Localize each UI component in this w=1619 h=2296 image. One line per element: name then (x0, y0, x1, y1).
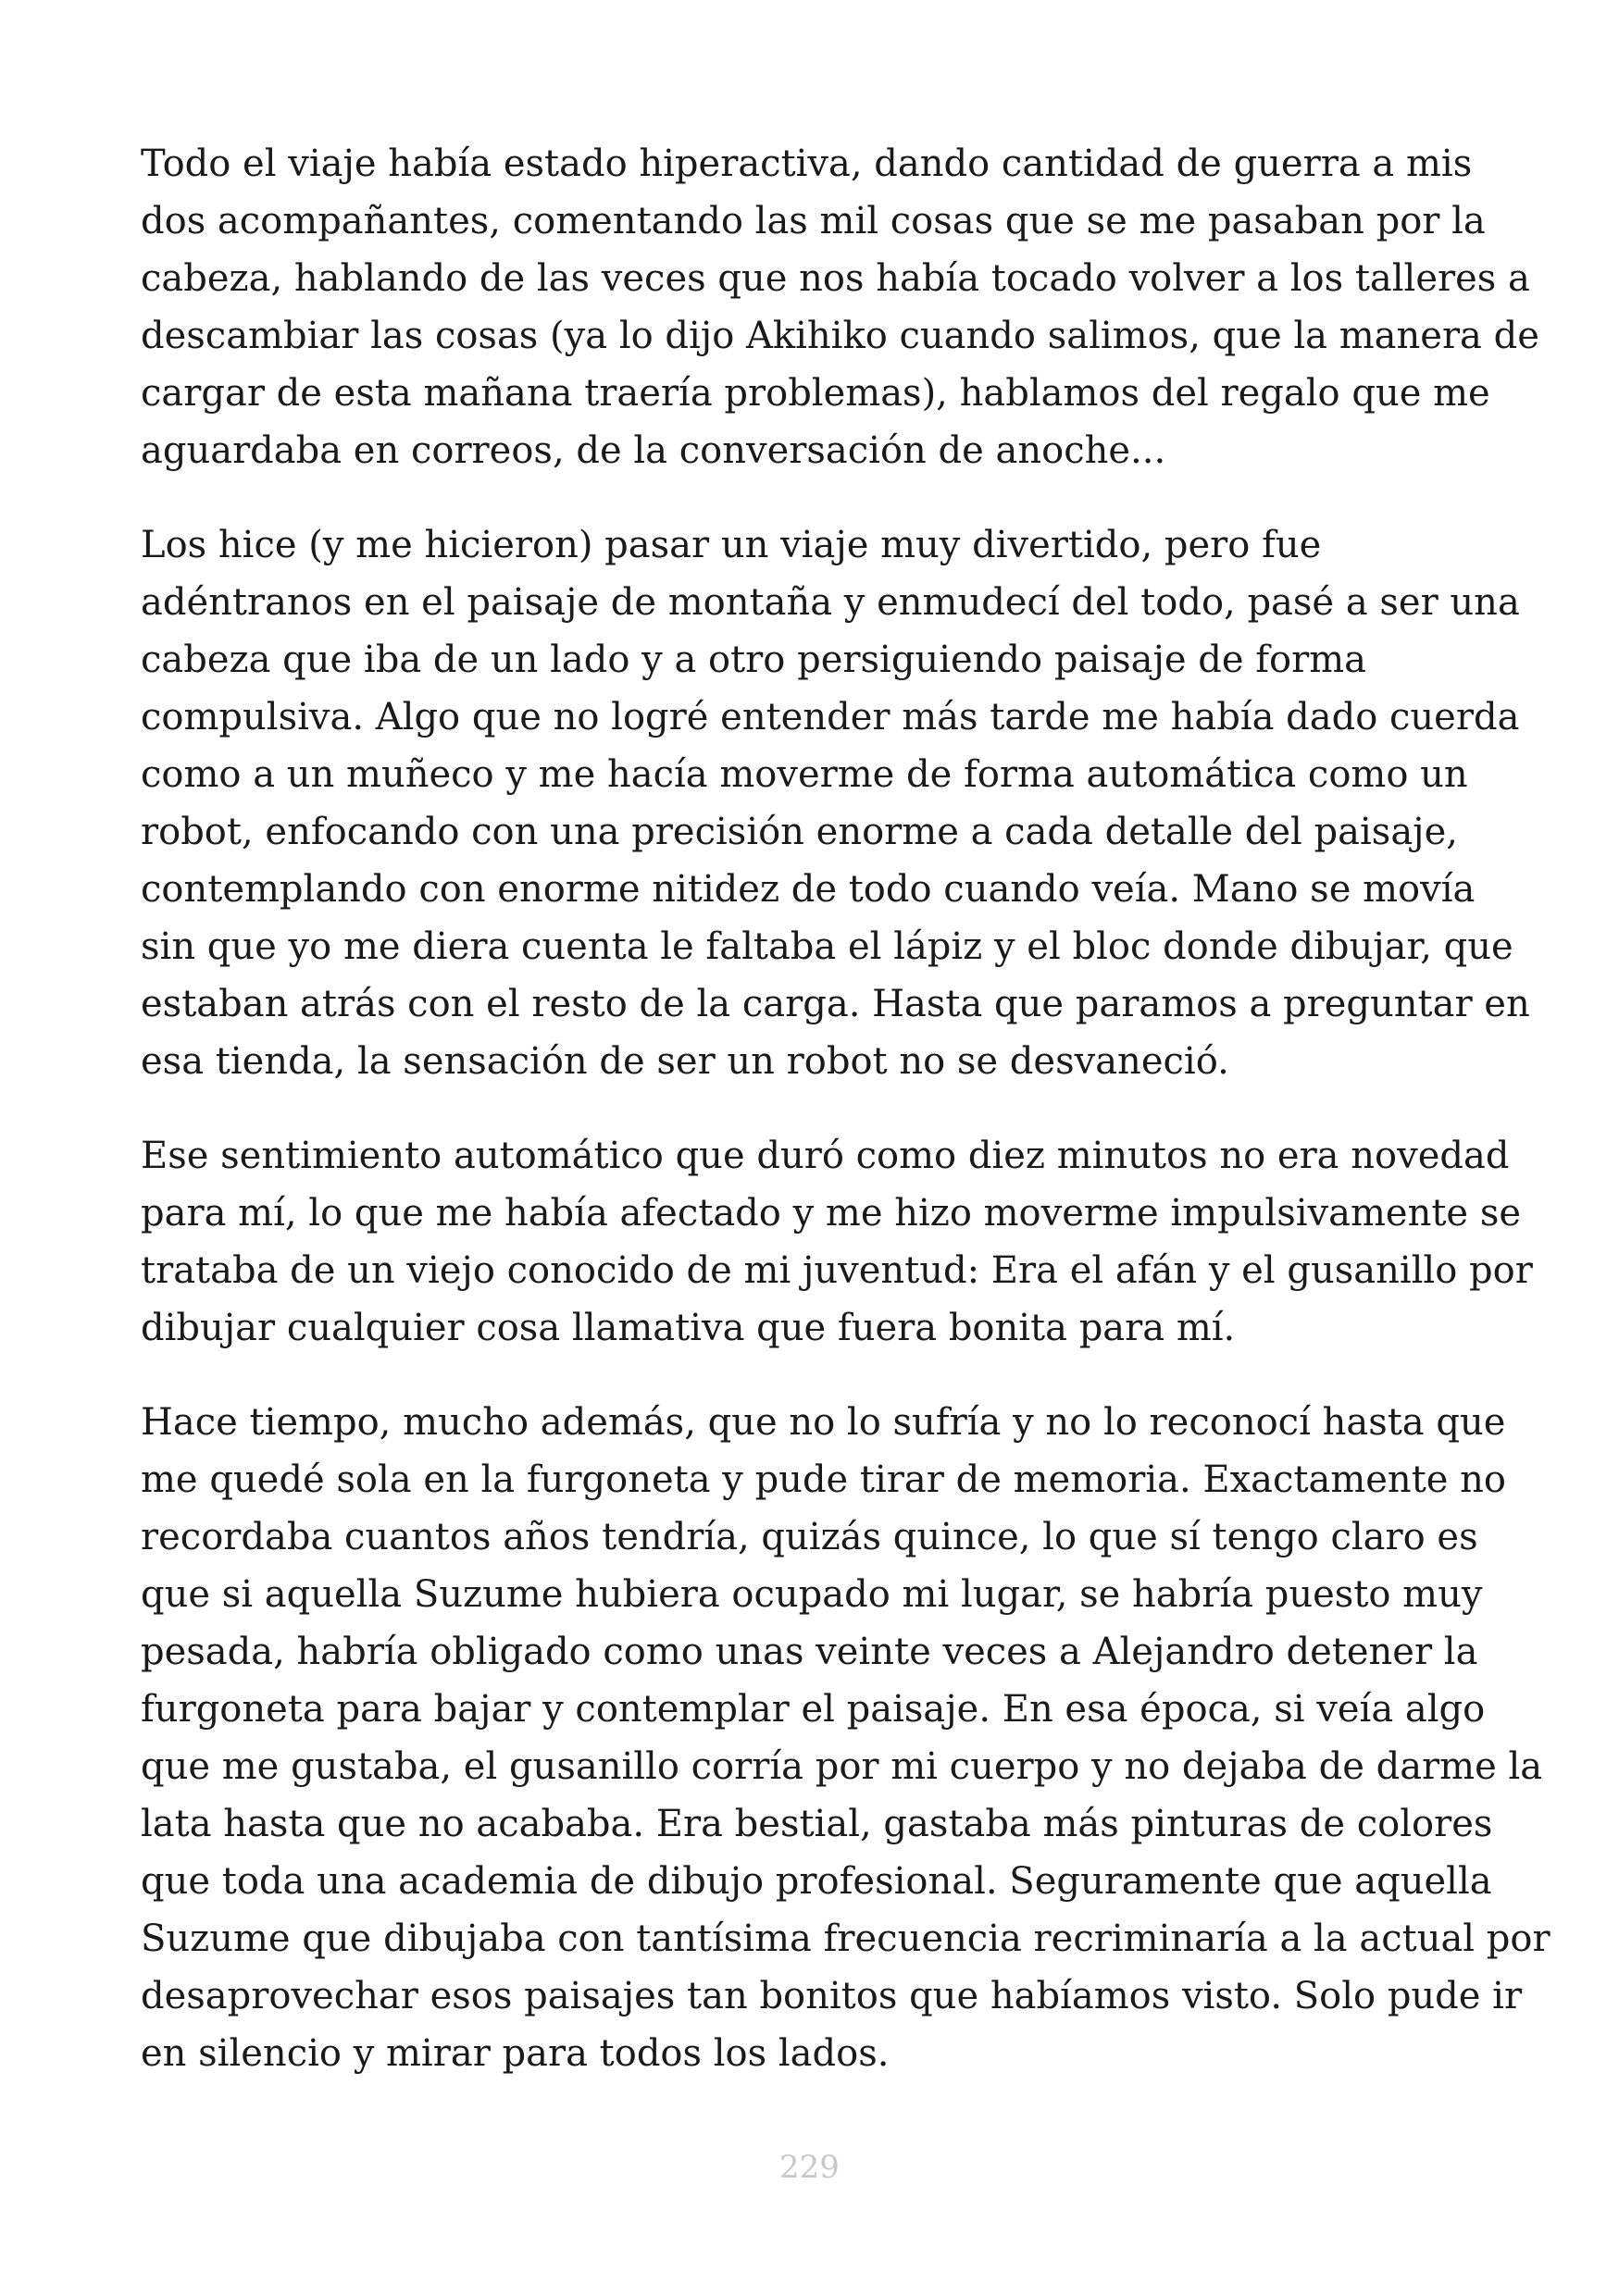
text-line: Hace tiempo, mucho además, que no lo sufría y no lo reconocí hasta que (141, 1401, 1506, 1444)
text-line: cabeza, hablando de las veces que nos había tocado volver a los talleres a (141, 257, 1530, 300)
text-line: furgoneta para bajar y contemplar el paisaje. En esa época, si veía algo (141, 1688, 1486, 1731)
paragraph-1 (141, 135, 1539, 479)
paragraph-2 (141, 516, 1530, 1090)
text-line: aguardaba en correos, de la conversación de anoche... (141, 429, 1166, 472)
text-line: Todo el viaje había estado hiperactiva, dando cantidad de guerra a mis (141, 143, 1473, 185)
text-line: esa tienda, la sensación de ser un robot no se desvaneció. (141, 1040, 1229, 1083)
text-line: que toda una academia de dibujo profesional. Seguramente que aquella (141, 1860, 1492, 1903)
text-line: trataba de un viejo conocido de mi juventud: Era el afán y el gusanillo por (141, 1249, 1533, 1292)
page-number: 229 (779, 2149, 840, 2186)
text-line: cabeza que iba de un lado y a otro persiguiendo paisaje de forma (141, 639, 1367, 681)
text-line: robot, enfocando con una precisión enorme a cada detalle del paisaje, (141, 811, 1458, 853)
text-line: adéntranos en el paisaje de montaña y enmudecí del todo, pasé a ser una (141, 581, 1520, 624)
body-text (141, 135, 1551, 2119)
paragraph-4 (141, 1394, 1551, 2082)
text-line: Suzume que dibujaba con tantísima frecuencia recriminaría a la actual por (141, 1917, 1551, 1960)
text-line: cargar de esta mañana traería problemas), hablamos del regalo que me (141, 372, 1490, 415)
text-line: Los hice (y me hicieron) pasar un viaje muy divertido, pero fue (141, 524, 1322, 566)
text-line: Ese sentimiento automático que duró como diez minutos no era novedad (141, 1135, 1510, 1177)
text-line: sin que yo me diera cuenta le faltaba el lápiz y el bloc donde dibujar, que (141, 925, 1513, 968)
text-line: dos acompañantes, comentando las mil cosas que se me pasaban por la (141, 200, 1486, 242)
text-line: descambiar las cosas (ya lo dijo Akihiko cuando salimos, que la manera de (141, 315, 1539, 357)
text-line: recordaba cuantos años tendría, quizás quince, lo que sí tengo claro es (141, 1516, 1478, 1558)
text-line: estaban atrás con el resto de la carga. Hasta que paramos a preguntar en (141, 983, 1530, 1025)
text-line: que me gustaba, el gusanillo corría por mi cuerpo y no dejaba de darme la (141, 1745, 1543, 1788)
text-line: me quedé sola en la furgoneta y pude tirar de memoria. Exactamente no (141, 1458, 1506, 1501)
text-line: dibujar cualquier cosa llamativa que fuera bonita para mí. (141, 1307, 1236, 1349)
paragraph-3 (141, 1127, 1533, 1357)
text-line: pesada, habría obligado como unas veinte veces a Alejandro detener la (141, 1631, 1478, 1673)
text-line: como a un muñeco y me hacía moverme de forma automática como un (141, 753, 1468, 796)
text-line: en silencio y mirar para todos los lados. (141, 2032, 890, 2075)
text-line: compulsiva. Algo que no logré entender más tarde me había dado cuerda (141, 696, 1520, 738)
text-line: que si aquella Suzume hubiera ocupado mi lugar, se habría puesto muy (141, 1573, 1483, 1616)
text-line: desaprovechar esos paisajes tan bonitos que habíamos visto. Solo pude ir (141, 1975, 1523, 2017)
text-line: para mí, lo que me había afectado y me hizo moverme impulsivamente se (141, 1192, 1522, 1235)
text-line: contemplando con enorme nitidez de todo cuando veía. Mano se movía (141, 868, 1476, 911)
text-line: lata hasta que no acababa. Era bestial, gastaba más pinturas de colores (141, 1803, 1493, 1845)
